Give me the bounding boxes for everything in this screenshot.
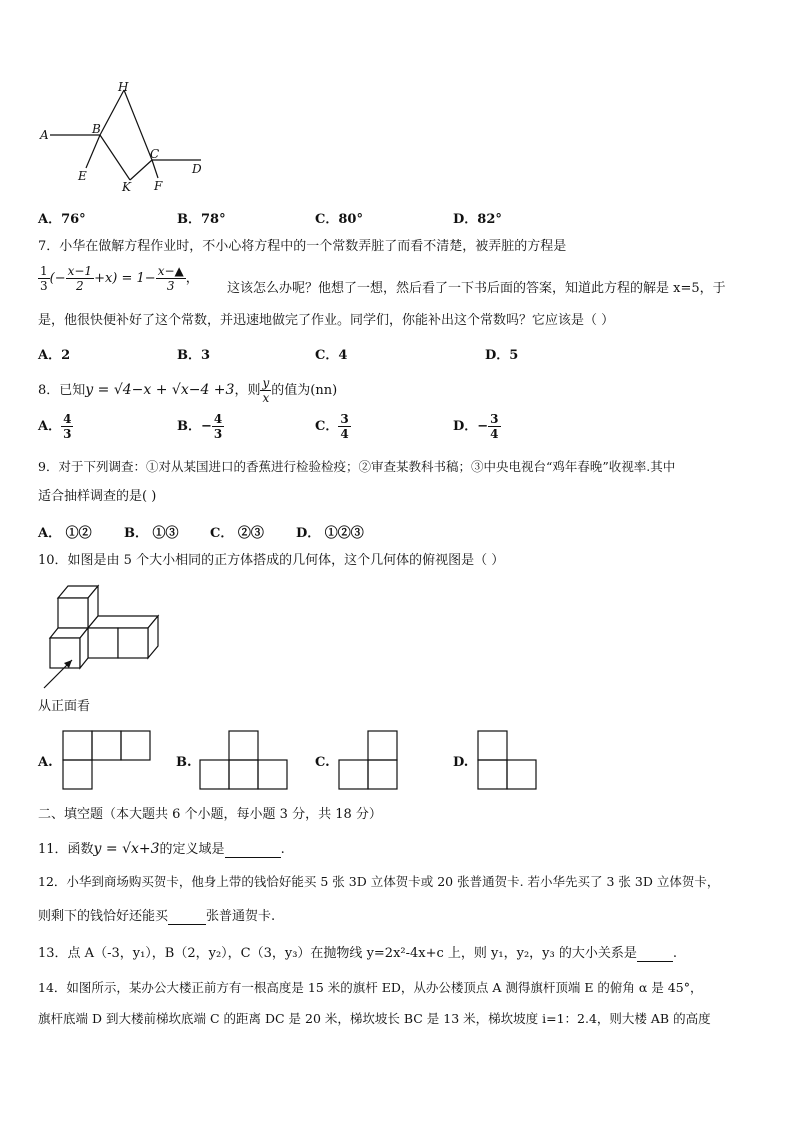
- q8-option-a[interactable]: A． $\frac{4}{3}$: [38, 412, 72, 441]
- label-b: B: [92, 122, 101, 136]
- q10-option-c-grid[interactable]: [338, 730, 400, 792]
- q7-option-b[interactable]: B．3: [177, 348, 211, 363]
- q10-option-b-grid[interactable]: [199, 730, 291, 792]
- line-kc: [130, 160, 152, 180]
- angle-figure: [36, 80, 216, 195]
- q7-frac-2: $\frac{x-▲}{3}$: [157, 264, 184, 293]
- cube-front-2: [88, 628, 118, 658]
- label-e: E: [78, 169, 87, 183]
- q12-answer-blank[interactable]: [168, 909, 206, 925]
- q9-stem-line2: 适合抽样调查的是( ): [38, 489, 157, 504]
- section-title: 二、填空题（本大题共 6 个小题，每小题 3 分，共 18 分）: [38, 807, 382, 822]
- q6-option-c[interactable]: C．80°: [315, 212, 363, 227]
- q13-stem: 13．点 A（-3，y₁），B（2，y₂），C（3，y₃）在抛物线 y=2x²-4x+c 上，则 y₁，y₂，y₃ 的大小关系是 .: [38, 946, 677, 961]
- q7-equation: $\frac{1}{3}$ (− $\frac{x-1}{2}$ +x) = 1− $\frac{x-▲}{3}$ ，: [40, 264, 199, 293]
- q10-option-a-label[interactable]: A.: [38, 755, 53, 770]
- q8-option-c[interactable]: C． $\frac{3}{4}$: [315, 412, 349, 441]
- q8-stem: 8．已知y = √4−x + √x−4 +3，则 $\frac{y}{x}$ 的值为(nn): [38, 376, 338, 405]
- q8-option-d[interactable]: D．− $\frac{3}{4}$: [453, 412, 499, 441]
- q9-option-b[interactable]: B． ①③: [124, 526, 179, 541]
- q11-stem: 11．函数y = √x+3的定义域是 .: [38, 841, 285, 857]
- q6-option-d[interactable]: D．82°: [453, 212, 502, 227]
- q7-option-c[interactable]: C．4: [315, 348, 348, 363]
- q14-stem-line1: 14．如图所示，某办公大楼正前方有一根高度是 15 米的旗杆 ED，从办公楼顶点 A 测得旗杆顶端 E 的俯角 α 是 45°，: [38, 980, 703, 995]
- q9-stem-line1: 9．对于下列调查：①对从某国进口的香蕉进行检验检疫；②审查某教科书稿；③中央电视台“鸡年春晚”收视率.其中: [38, 459, 676, 474]
- q11-answer-blank[interactable]: [225, 842, 281, 858]
- q7-frac-one-third: $\frac{1}{3}$: [40, 264, 48, 293]
- cube-row-top: [88, 616, 158, 628]
- q6-option-a[interactable]: A．76°: [38, 212, 86, 227]
- q12-stem-line2: 则剩下的钱恰好还能买 张普通贺卡.: [38, 909, 276, 924]
- q7-stem-line1: 7．小华在做解方程作业时，不小心将方程中的一个常数弄脏了而看不清楚，被弄脏的方程是: [38, 239, 567, 254]
- cube-top-front: [58, 598, 88, 628]
- cube-figure: [36, 580, 166, 692]
- q6-option-b[interactable]: B．78°: [177, 212, 226, 227]
- label-d: D: [192, 162, 202, 176]
- cube-front-3: [118, 628, 148, 658]
- label-c: C: [150, 147, 160, 161]
- q10-option-c-label[interactable]: C.: [315, 755, 330, 770]
- line-hc: [124, 90, 152, 160]
- q7-option-d[interactable]: D．5: [485, 348, 519, 363]
- line-bk: [100, 135, 130, 180]
- q7-stem-line2: 这该怎么办呢？他想了一想，然后看了一下书后面的答案，知道此方程的解是 x=5，于: [227, 281, 726, 296]
- label-k: K: [122, 180, 131, 194]
- q8-option-b[interactable]: B．− $\frac{4}{3}$: [177, 412, 223, 441]
- q13-answer-blank[interactable]: [637, 946, 673, 962]
- view-label: 从正面看: [38, 699, 91, 714]
- label-f: F: [154, 179, 163, 193]
- q12-stem-line1: 12．小华到商场购买贺卡，他身上带的钱恰好能买 5 张 3D 立体贺卡或 20 张普通贺卡. 若小华先买了 3 张 3D 立体贺卡，: [38, 874, 720, 889]
- q10-option-d-grid[interactable]: [477, 730, 539, 792]
- line-cf: [152, 160, 158, 178]
- q7-frac-1: $\frac{x-1}{2}$: [67, 264, 93, 293]
- q9-option-a[interactable]: A． ①②: [38, 526, 92, 541]
- q10-stem: 10．如图是由 5 个大小相同的正方体搭成的几何体，这个几何体的俯视图是（ ）: [38, 553, 505, 568]
- q9-option-d[interactable]: D． ①②③: [296, 526, 364, 541]
- q7-stem-line3: 是，他很快便补好了这个常数，并迅速地做完了作业。同学们，你能补出这个常数吗？它应该是（ ）: [38, 313, 615, 328]
- q10-option-a-grid[interactable]: [62, 730, 154, 792]
- label-h: H: [118, 80, 129, 94]
- line-bh: [100, 90, 124, 135]
- q14-stem-line2: 旗杆底端 D 到大楼前梯坎底端 C 的距离 DC 是 20 米，梯坎坡长 BC 是 13 米，梯坎坡度 i=1：2.4，则大楼 AB 的高度: [38, 1011, 711, 1026]
- q10-option-d-label[interactable]: D.: [453, 755, 469, 770]
- line-be: [86, 135, 100, 168]
- q9-option-c[interactable]: C． ②③: [210, 526, 264, 541]
- q10-option-b-label[interactable]: B.: [176, 755, 192, 770]
- label-a: A: [40, 128, 49, 142]
- q7-option-a[interactable]: A．2: [38, 348, 71, 363]
